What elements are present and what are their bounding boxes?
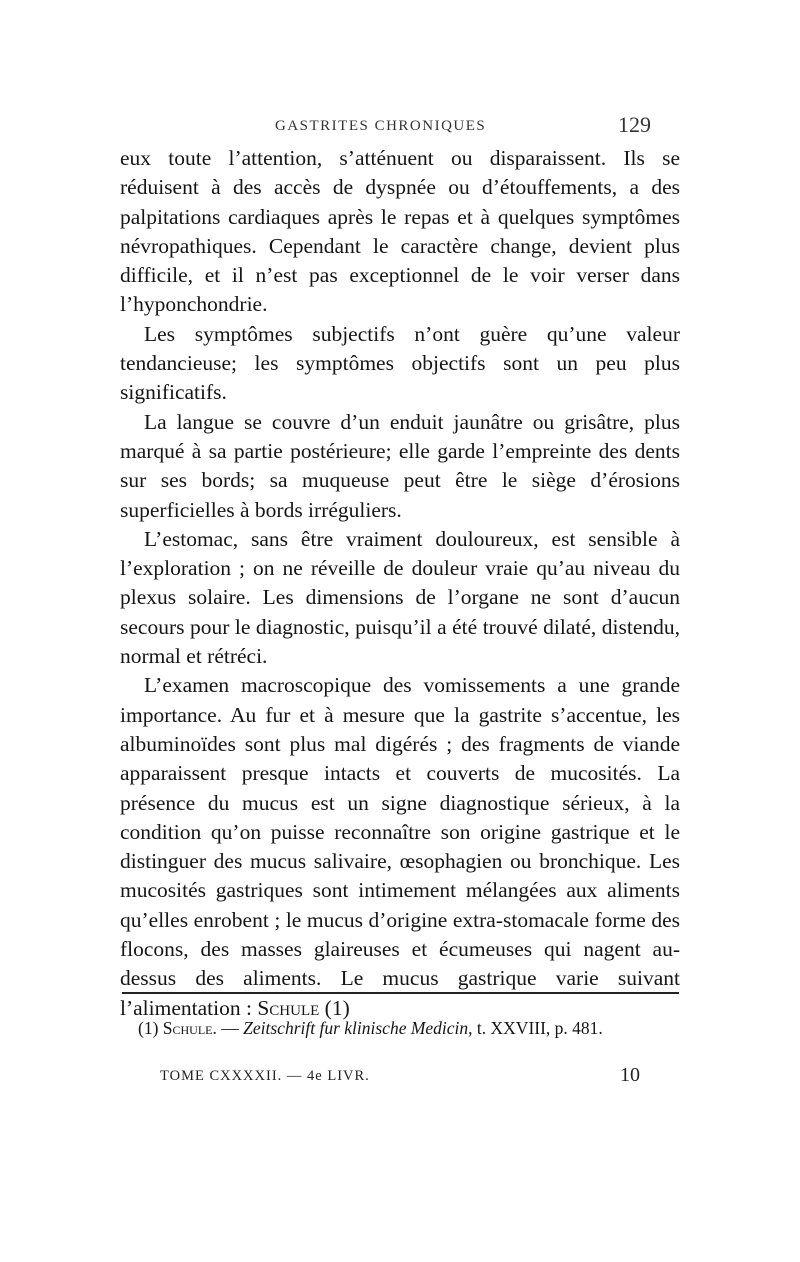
paragraph-stomach: L’estomac, sans être vraiment douloureux, est sensible à l’exploration ; on ne réveille de douleur vraie qu’au niveau du plexus solaire. Les dimensions de l’organe ne sont d’aucun secours pour le diagnostic, puisqu’il a été trouvé dilaté, distendu, normal et rétréci. <box>120 526 680 669</box>
paragraph-tongue: La langue se couvre d’un enduit jaunâtre ou grisâtre, plus marqué à sa partie postérieure; elle garde l’empreinte des dents sur ses bords; sa muqueuse peut être le siège d’érosions superficielles à bords irréguliers. <box>120 409 680 522</box>
footnote-author: Schule <box>162 1018 213 1038</box>
footnote-label: (1) <box>138 1018 163 1038</box>
vomit-exam-text: L’examen macroscopique des vomissements a une grande importance. Au fur et à mesure que la gastrite s’accentue, les albuminoïdes sont plus mal digérés ; des fragments de viande apparaissent presque intacts et couverts de mucosités. La présence du mucus est un signe diagnostique sérieux, à la condition qu’on puisse reconnaître son origine gastrique et le distinguer des mucus salivaire, œsophagien ou bronchique. Les mucosités gastriques sont intimement mélangées aux aliments qu’elles enrobent ; le mucus d’origine extra-stomacale forme des flocons, des masses glaireuses et écumeuses qui nagent au-dessus des aliments. Le mucus gastrique varie suivant l’alimentation : <box>120 673 680 1020</box>
footnote <box>122 1016 679 1040</box>
printer-signature <box>0 1064 800 1090</box>
sheet-number: 10 <box>620 1064 640 1086</box>
body-text <box>120 144 680 1023</box>
paragraph-symptoms: Les symptômes subjectifs n’ont guère qu’une valeur tendancieuse; les symptômes objectifs sont un peu plus significatifs. <box>120 321 680 405</box>
page-number: 129 <box>618 112 651 137</box>
footnote-journal: Zeitschrift fur klinische Medicin, <box>243 1018 473 1038</box>
footnote-reference: (1) <box>319 995 350 1020</box>
footnote-citation: t. XXVIII, p. 481. <box>472 1018 603 1038</box>
signature-text: TOME CXXXXII. — 4e LIVR. <box>160 1068 370 1084</box>
paragraph-continued: eux toute l’attention, s’atténuent ou disparaissent. Ils se réduisent à des accès de dyspnée ou d’étouffements, a des palpitations cardiaques après le repas et à quelques symptômes névropathiques. Cependant le caractère change, devient plus difficile, et il n’est pas exceptionnel de le voir verser dans l’hyponchondrie. <box>120 146 680 317</box>
footnote-rule <box>122 992 679 994</box>
footnote-separator: . — <box>212 1018 244 1038</box>
cited-author: Schule <box>257 995 320 1020</box>
paragraph-vomit-exam <box>120 671 680 1023</box>
running-title: GASTRITES CHRONIQUES <box>275 118 487 134</box>
running-head <box>0 112 800 142</box>
